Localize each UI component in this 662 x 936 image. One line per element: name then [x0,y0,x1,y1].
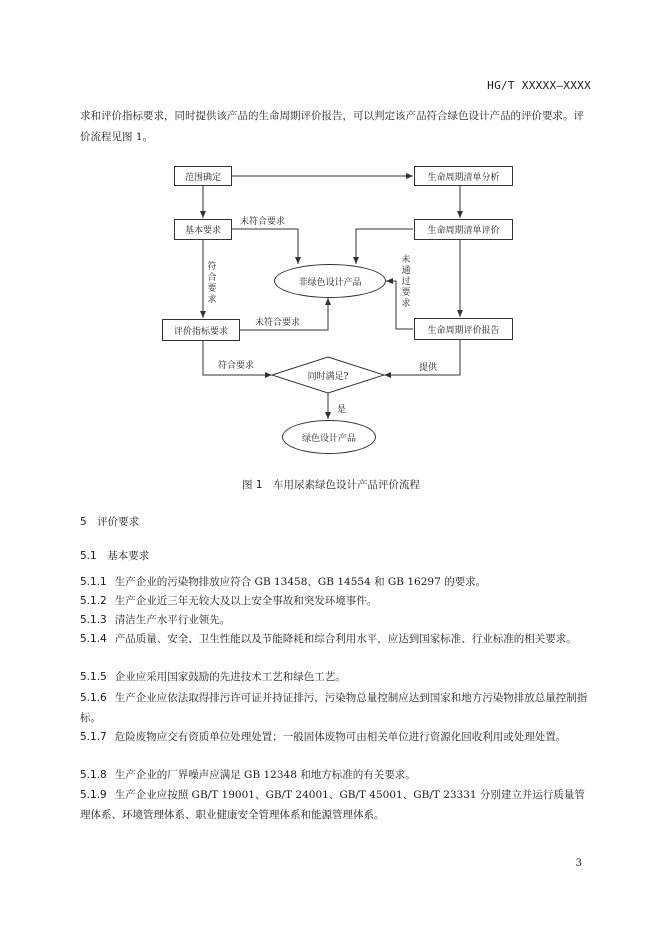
clause-5-1-8 [80,765,592,785]
page-number: 3 [575,858,582,869]
clause-5-1-4 [80,629,592,649]
label-not-conform-basic: 未符合要求 [240,217,286,227]
label-conform-vertical: 符 合 要 求 [207,262,217,305]
flow-box-indicator-requirements: 评价指标要求 [162,319,240,341]
clause-5-1-3 [80,610,592,630]
clause-5-1-1 [80,572,592,592]
label-not-conform-indicator: 未符合要求 [255,318,301,328]
flow-ellipse-non-green: 非绿色设计产品 [274,264,386,298]
clause-number: 5.1.9 [80,789,107,801]
clause-number: 5.1.3 [80,614,107,626]
clause-text: 生产企业近三年无较大及以上安全事故和突发环境事件。 [114,595,378,607]
clause-5-1-9 [80,785,592,825]
clause-text: 生产企业的厂界噪声应满足 GB 12348 和地方标准的有关要求。 [114,769,416,781]
label-conform: 符合要求 [218,361,255,371]
clause-text: 企业应采用国家鼓励的先进技术工艺和绿色工艺。 [114,671,346,683]
clause-text: 产品质量、安全、卫生性能以及节能降耗和综合利用水平，应达到国家标准、行业标准的相关要求。 [114,633,577,645]
intro-paragraph: 求和评价指标要求，同时提供该产品的生命周期评价报告，可以判定该产品符合绿色设计产品的评价要求。评价流程见图 1。 [80,110,584,143]
flow-ellipse-green: 绿色设计产品 [282,420,376,454]
clause-text: 生产企业应按照 GB/T 19001、GB/T 24001、GB/T 45001、GB/T 23331 分别建立并运行质量管理体系、环境管理体系、职业健康安全管理体系和能源管理体系。 [80,789,585,821]
clause-5-1-2 [80,591,592,611]
clause-number: 5.1.4 [80,633,107,645]
subsection-heading-5-1: 5.1 基本要求 [80,550,150,562]
flow-box-basic-requirements: 基本要求 [174,219,232,240]
clause-text: 清洁生产水平行业领先。 [114,614,231,626]
label-yes: 是 [337,405,347,415]
clause-text: 危险废物应交有资质单位处理处置；一般固体废物可由相关单位进行资源化回收利用或处理处置。 [114,731,567,743]
flow-decision-label: 同时满足? [307,372,349,382]
section-heading-5: 5 评价要求 [80,516,140,528]
flow-box-scope: 范围确定 [174,166,232,186]
clause-text: 生产企业的污染物排放应符合 GB 13458、GB 14554 和 GB 16297 的要求。 [114,576,487,588]
clause-number: 5.1.1 [80,576,107,588]
clause-5-1-6 [80,688,592,728]
flow-box-lci-evaluation: 生命周期清单评价 [414,219,513,240]
clause-number: 5.1.8 [80,769,107,781]
clause-number: 5.1.2 [80,595,107,607]
clause-number: 5.1.6 [80,692,107,704]
arrow-basic-to-nongreen [232,229,298,264]
clause-5-1-7 [80,727,592,747]
clause-text: 生产企业应依法取得排污许可证并持证排污，污染物总量控制应达到国家和地方污染物排放总量控制指标。 [80,692,588,724]
flow-box-lci-analysis: 生命周期清单分析 [414,166,513,186]
document-code: HG/T XXXXX—XXXX [487,79,591,92]
clause-number: 5.1.5 [80,671,107,683]
figure-caption: 图 1 车用尿素绿色设计产品评价流程 [241,479,421,491]
clause-5-1-5 [80,667,592,687]
clause-number: 5.1.7 [80,731,107,743]
flow-box-lca-report: 生命周期评价报告 [414,318,513,340]
label-provide: 提供 [419,363,438,373]
label-not-pass-vertical: 未 通 过 要 求 [401,255,411,309]
